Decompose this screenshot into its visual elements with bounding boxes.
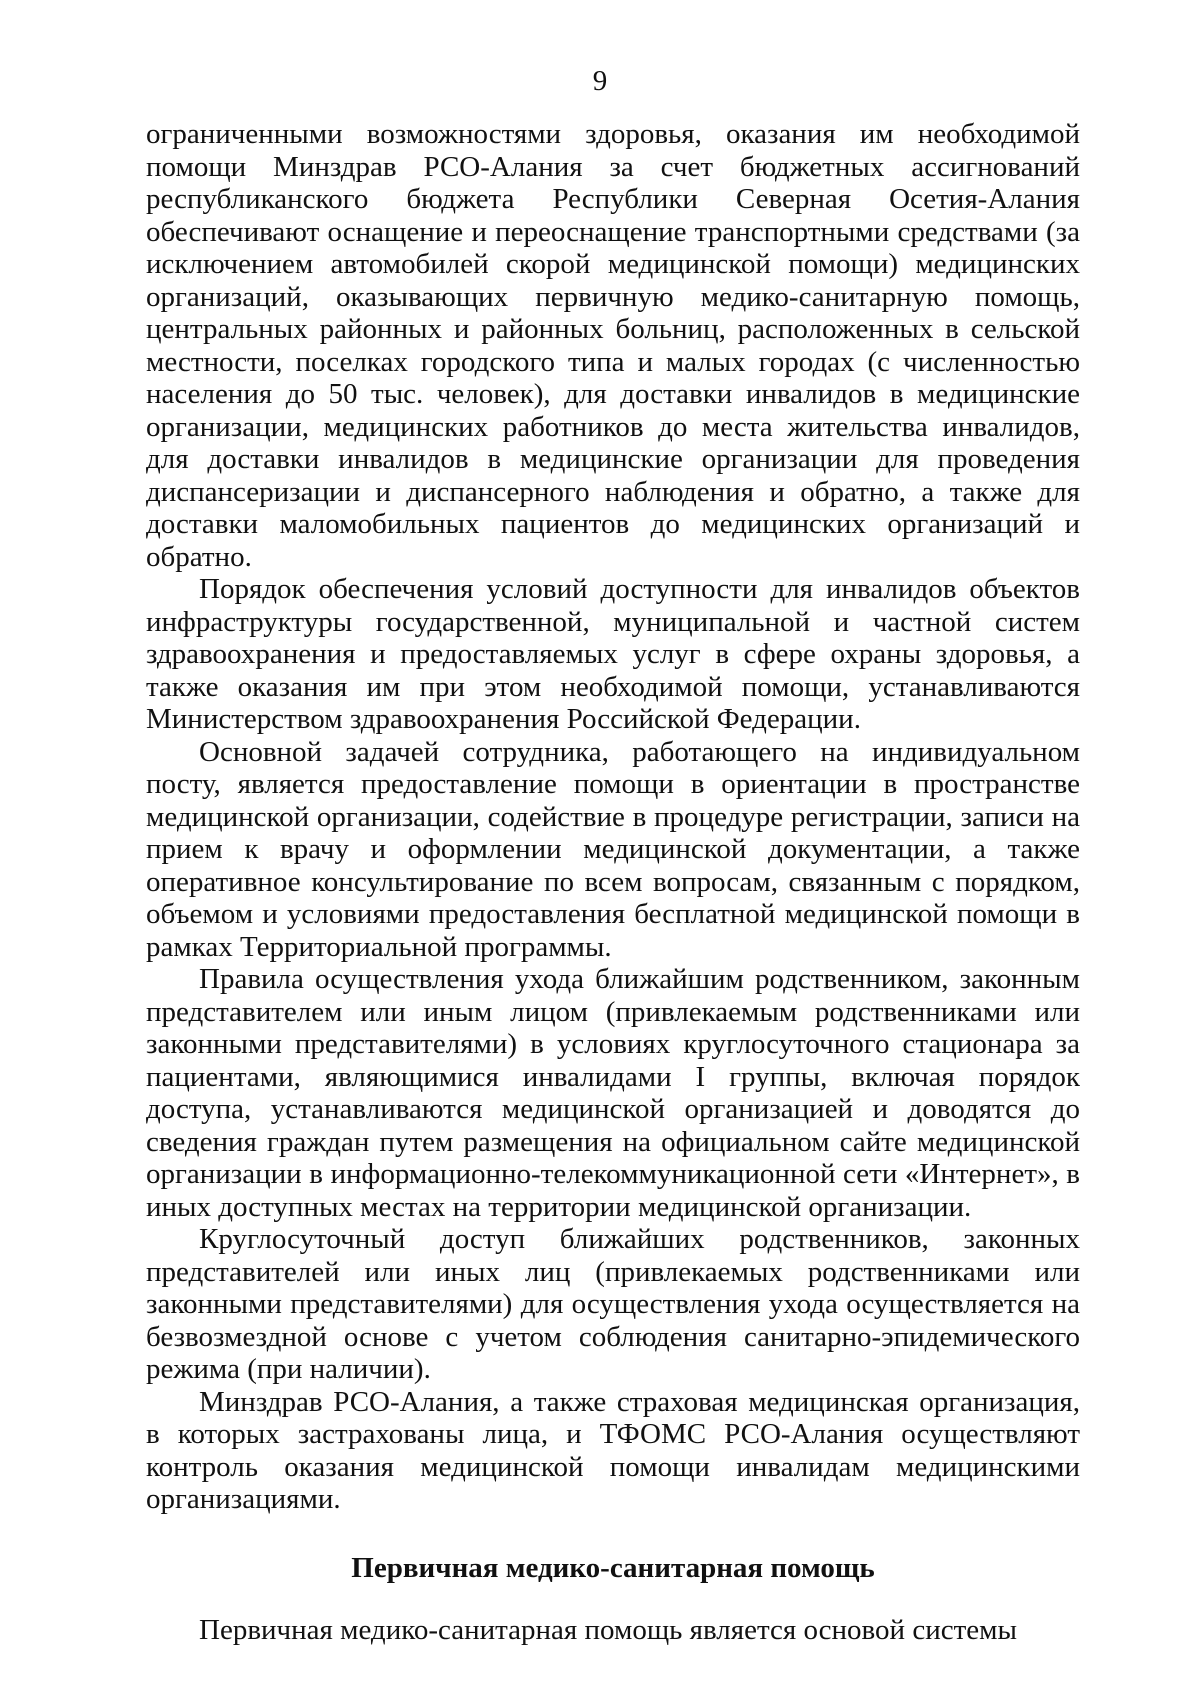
page-number: 9	[592, 65, 608, 97]
paragraph-accessibility-order: Порядок обеспечения условий доступности для инвалидов объектов инфраструктуры государственной, муниципальной и частной систем здравоохранения и предоставляемых услуг в сфере охраны здоровья, а также оказания им при этом необходимой помощи, устанавливаются Министерством здравоохранения Российской Федерации.	[146, 573, 1080, 735]
paragraph-round-the-clock-access: Круглосуточный доступ ближайших родственников, законных представителей или иных лиц (привлекаемых родственниками или законными представителями) для осуществления ухода осуществляется на безвозмездной основе с учетом соблюдения санитарно-эпидемического режима (при наличии).	[146, 1223, 1080, 1385]
paragraph-primary-care: Первичная медико-санитарная помощь является основой системы	[199, 1614, 1017, 1646]
section-heading: Первичная медико-санитарная помощь	[351, 1551, 875, 1584]
paragraph-care-rules: Правила осуществления ухода ближайшим родственником, законным представителем или иным лицом (привлекаемым родственниками или законными представителями) в условиях круглосуточного стационара за пациентами, являющимися инвалидами I группы, включая порядок доступа, устанавливаются медицинской организацией и доводятся до сведения граждан путем размещения на официальном сайте медицинской организации в информационно-телекоммуникационной сети «Интернет», в иных доступных местах на территории медицинской организации.	[146, 963, 1080, 1223]
paragraph-continuation: ограниченными возможностями здоровья, оказания им необходимой помощи Минздрав РСО-Алания за счет бюджетных ассигнований республиканского бюджета Республики Северная Осетия-Алания обеспечивают оснащение и переоснащение транспортными средствами (за исключением автомобилей скорой медицинской помощи) медицинских организаций, оказывающих первичную медико-санитарную помощь, центральных районных и районных больниц, расположенных в сельской местности, поселках городского типа и малых городах (с численностью населения до 50 тыс. человек), для доставки инвалидов в медицинские организации, медицинских работников до места жительства инвалидов, для доставки инвалидов в медицинские организации для проведения диспансеризации и диспансерного наблюдения и обратно, а также для доставки маломобильных пациентов до медицинских организаций и обратно.	[146, 118, 1080, 573]
paragraph-staff-task: Основной задачей сотрудника, работающего на индивидуальном посту, является предоставление помощи в ориентации в пространстве медицинской организации, содействие в процедуре регистрации, записи на прием к врачу и оформлении медицинской документации, а также оперативное консультирование по всем вопросам, связанным с порядком, объемом и условиями предоставления бесплатной медицинской помощи в рамках Территориальной программы.	[146, 735, 1080, 963]
paragraph-control: Минздрав РСО-Алания, а также страховая медицинская организация, в которых застрахованы лица, и ТФОМС РСО-Алания осуществляют контроль оказания медицинской помощи инвалидам медицинскими организациями.	[146, 1385, 1080, 1515]
document-body	[146, 118, 1080, 1647]
